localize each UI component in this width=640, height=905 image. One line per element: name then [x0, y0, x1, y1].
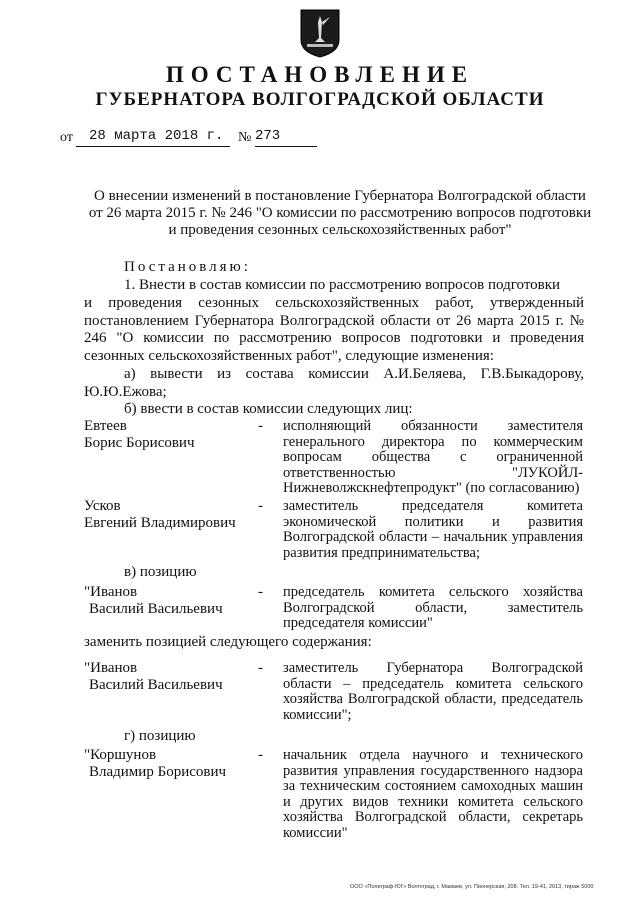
date-value: 28 марта 2018 г. — [89, 128, 224, 144]
dash-separator: - — [258, 584, 263, 600]
paragraph-a-second-line: Ю.Ю.Ежова; — [84, 384, 167, 400]
dash-separator: - — [258, 747, 263, 763]
coat-of-arms-emblem — [299, 8, 341, 58]
printer-imprint: ООО «Полиграф-ЮГ» Волгоград, г. Мамаев, ул. Пионерская, 208. Тел. 19-41, 2013, тираж 5000 — [350, 884, 594, 890]
paragraph-v: в) позицию — [124, 564, 197, 580]
member-position: председатель комитета сельского хозяйства Волгоградской области, заместитель председателя комиссии" — [283, 584, 583, 631]
paragraph-a-first-line: а) вывести из состава комиссии А.И.Беляева, Г.В.Быкадорову, — [124, 366, 584, 382]
paragraph-1-first-line: 1. Внести в состав комиссии по рассмотрению вопросов подготовки — [124, 277, 561, 293]
member-name-ivanov-old — [84, 584, 244, 618]
paragraph-1-text: и проведения сезонных сельскохозяйственных работ, утвержденный постановлением Губернатора Волгоградской области от 26 марта 2015 г. № 246 "О комиссии по рассмотрению вопросов подготовки и проведения сезонных сельскохозяйственных работ", следующие изменения: — [84, 295, 584, 364]
member-position: исполняющий обязанности заместителя генерального директора по коммерческим вопросам общества с ограниченной ответственностью "ЛУКОЙЛ-Нижневолжскнефтепродукт" (по согласованию) — [283, 418, 583, 496]
decree-subject — [80, 188, 600, 239]
surname: Усков — [84, 498, 121, 514]
surname: Евтеев — [84, 418, 127, 434]
paragraph-b: б) ввести в состав комиссии следующих лиц: — [124, 401, 413, 417]
surname: "Иванов — [84, 660, 138, 676]
date-field — [76, 128, 230, 147]
member-position: заместитель Губернатора Волгоградской области – председатель комитета сельского хозяйства Волгоградской области, председатель комиссии"; — [283, 660, 583, 723]
given-names: Евгений Владимирович — [84, 515, 236, 531]
from-label: от — [60, 130, 73, 145]
dash-separator: - — [258, 498, 263, 514]
member-name-korshunov — [84, 747, 244, 781]
replace-instruction: заменить позицией следующего содержания: — [84, 634, 372, 650]
member-name-uskov — [84, 498, 244, 532]
paragraph-g: г) позицию — [124, 728, 196, 744]
number-value: 273 — [255, 128, 281, 144]
given-names: Василий Васильевич — [89, 677, 223, 693]
member-position: заместитель председателя комитета экономической политики и развития Волгоградской области – начальник управления развития предпринимательства; — [283, 498, 583, 561]
document-title: ПОСТАНОВЛЕНИЕ — [165, 62, 475, 87]
given-names: Владимир Борисович — [89, 764, 227, 780]
number-label: № — [238, 130, 252, 145]
surname: "Иванов — [84, 584, 138, 600]
decree-word: Постановляю: — [124, 259, 251, 275]
member-name-ivanov-new — [84, 660, 244, 694]
given-names: Василий Васильевич — [89, 601, 223, 617]
dash-separator: - — [258, 660, 263, 676]
number-field — [255, 128, 317, 147]
subject-line-3: и проведения сезонных сельскохозяйственных работ" — [168, 222, 512, 238]
member-position: начальник отдела научного и технического развития управления государственного надзора за техническим состоянием самоходных машин и других видов техники комитета сельского хозяйства Волгоградской области, секретарь комиссии" — [283, 747, 583, 841]
given-names: Борис Борисович — [84, 435, 195, 451]
dash-separator: - — [258, 418, 263, 434]
member-name-evteev — [84, 418, 244, 452]
surname: "Коршунов — [84, 747, 157, 763]
subject-line-1: О внесении изменений в постановление Губернатора Волгоградской области — [94, 188, 586, 204]
subject-line-2: от 26 марта 2015 г. № 246 "О комиссии по рассмотрению вопросов подготовки — [88, 205, 592, 221]
document-issuer: ГУБЕРНАТОРА ВОЛГОГРАДСКОЙ ОБЛАСТИ — [95, 89, 545, 110]
